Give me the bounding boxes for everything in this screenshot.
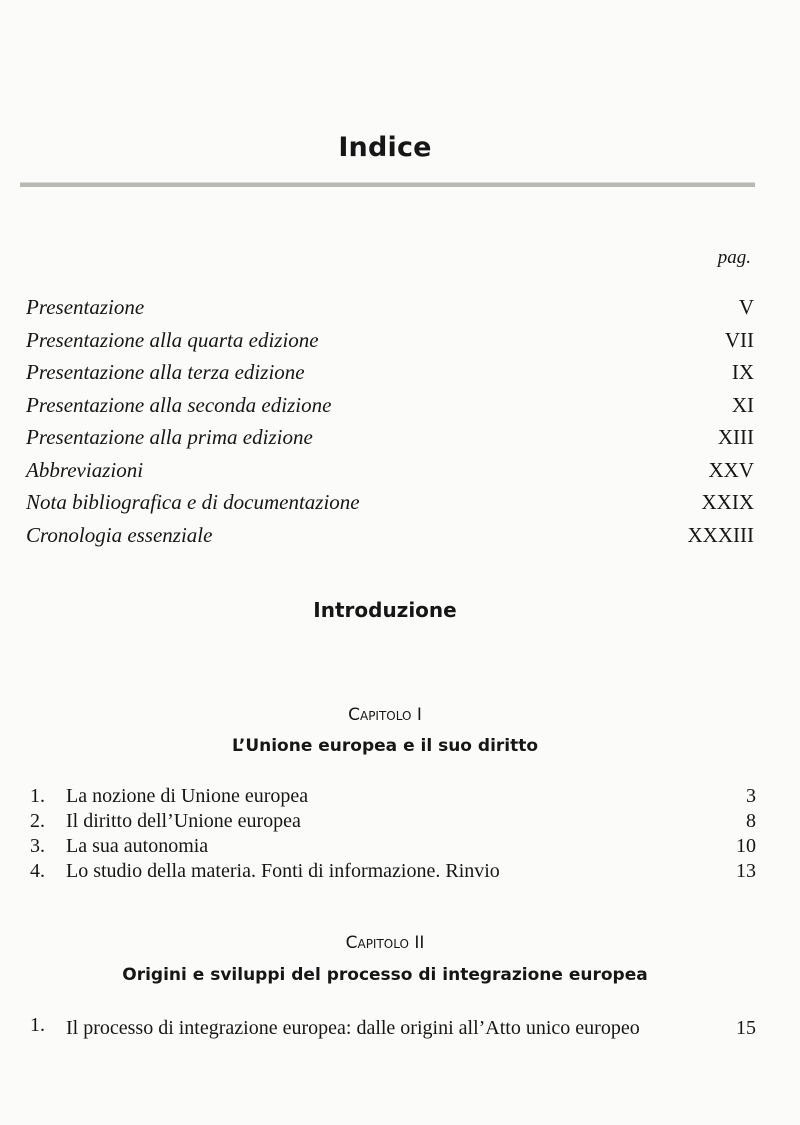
front-matter-item: [26, 523, 754, 556]
section-page: 3: [746, 785, 756, 807]
introduction-heading: Introduzione: [313, 598, 457, 622]
front-matter-item: [26, 425, 754, 458]
front-matter-title: Presentazione alla terza edizione: [26, 360, 305, 384]
front-matter-title: Cronologia essenziale: [26, 522, 213, 547]
front-matter-title: Presentazione alla quarta edizione: [26, 327, 319, 352]
front-matter-title: Nota bibliografica e di documentazione: [26, 490, 360, 514]
front-matter-title: Abbreviazioni: [26, 457, 144, 482]
toc-entry: [30, 860, 756, 885]
front-matter-page: XIII: [717, 425, 754, 449]
front-matter-item: [26, 360, 754, 393]
section-page: 15: [736, 1017, 756, 1039]
section-title: La sua autonomia: [66, 835, 209, 857]
toc-entry: [30, 1014, 756, 1042]
front-matter-page: V: [738, 295, 754, 319]
section-title: Lo studio della materia. Fonti di informazione. Rinvio: [66, 860, 500, 882]
toc-entry: [30, 785, 756, 810]
front-matter-page: XXXIII: [687, 522, 754, 547]
front-matter-item: [26, 393, 754, 426]
front-matter-page: IX: [731, 360, 754, 384]
front-matter-page: XI: [731, 392, 754, 417]
chapter-2-sections: [30, 1014, 756, 1042]
front-matter-item: [26, 458, 754, 491]
section-page: 8: [746, 810, 756, 832]
front-matter-title: Presentazione: [26, 295, 145, 319]
toc-entry: [30, 835, 756, 860]
chapter-1-sections: [30, 785, 756, 885]
section-number: 4.: [30, 860, 45, 882]
front-matter-item: [26, 490, 754, 523]
front-matter-item: [26, 295, 754, 328]
front-matter-title: Presentazione alla prima edizione: [26, 425, 313, 449]
page-title: Indice: [338, 132, 432, 163]
section-page: 10: [736, 835, 756, 857]
front-matter-page: XXV: [708, 457, 754, 482]
title-rule: [20, 182, 755, 187]
section-title: Il processo di integrazione europea: dalle origini all’Atto unico europeo: [66, 1017, 640, 1039]
section-title: Il diritto dell’Unione europea: [66, 810, 301, 832]
section-number: 3.: [30, 835, 45, 857]
section-number: 1.: [30, 1014, 45, 1036]
front-matter-page: XXIX: [701, 490, 754, 514]
front-matter-item: [26, 328, 754, 361]
chapter-2-title: Origini e sviluppi del processo di integrazione europea: [122, 965, 648, 985]
section-page: 13: [736, 860, 756, 882]
toc-entry: [30, 810, 756, 835]
page-column-label: pag.: [717, 247, 751, 268]
section-number: 1.: [30, 785, 45, 807]
section-number: 2.: [30, 810, 45, 832]
section-title: La nozione di Unione europea: [66, 785, 309, 807]
chapter-2-label: Capitolo II: [345, 933, 425, 953]
front-matter-list: [26, 295, 754, 555]
chapter-1-label: Capitolo I: [348, 705, 422, 725]
chapter-1-title: L’Unione europea e il suo diritto: [231, 736, 539, 756]
front-matter-page: VII: [724, 327, 754, 352]
front-matter-title: Presentazione alla seconda edizione: [26, 392, 332, 417]
